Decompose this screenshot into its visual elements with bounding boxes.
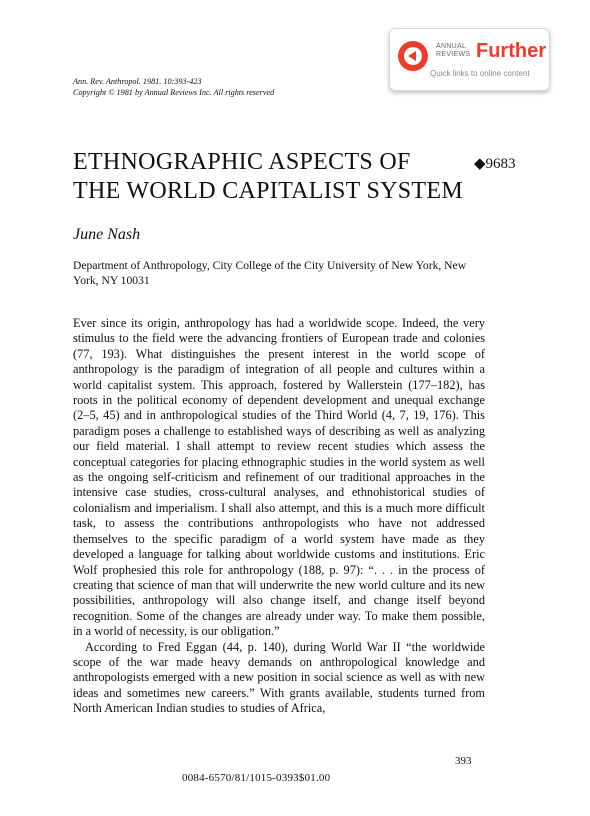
body-paragraph-1: Ever since its origin, anthropology has had a worldwide scope. Indeed, the very stimulus to the field were the advancing frontiers of European trade and colonies (77, 193). What distinguishes the present interest in the world scope of anthropology is the paradigm of integration of all people and cultures within a world capitalist system. This approach, fostered by Wallerstein (177–182), has roots in the political economy of dependent development and unequal exchange (2–5, 45) and in anthropological studies of the Third World (4, 7, 19, 176). This paradigm poses a challenge to established ways of describing as well as analyzing our field material. I shall attempt to review recent studies which assess the conceptual categories for placing ethnographic studies in the world system as well as the ongoing self-criticism and refinement of our traditional approaches in the intensive case studies, cross-cultural analyses, and ethnohistorical studies of colonialism and imperialism. I shall also attempt, and this is a much more difficult task, to assess the contributions anthropologists who have not addressed themselves to the specific paradigm of a world system have made as they developed a language for talking about worldwide customs and institutions. Eric Wolf prophesied this role for anthropology (188, p. 97): “. . . in the process of creating that science of man that will underwrite the new world culture and its new possibilities, anthropology will also change itself, and change itself beyond recognition. Some of the changes are already under way. To make them possible, in a world of necessity, is our obligation.”	[73, 316, 485, 639]
body-paragraph-2: According to Fred Eggan (44, p. 140), during World War II “the worldwide scope of the war made heavy demands on anthropological knowledge and anthropologists emerged with a new position in social science as well as with new ideas and sometimes new careers.” With grants available, students turned from North American Indian studies to studies of Africa,	[73, 639, 485, 716]
article-body	[73, 316, 485, 717]
further-badge[interactable]	[389, 28, 550, 91]
journal-citation	[73, 76, 274, 98]
citation-line: Ann. Rev. Anthropol. 1981. 10:393-423	[73, 77, 202, 86]
title-line-1: ETHNOGRAPHIC ASPECTS OF	[73, 149, 411, 175]
article-title	[73, 148, 463, 206]
badge-further-label: Further	[476, 40, 546, 62]
author-name: June Nash	[73, 226, 141, 243]
price-code: 0084-6570/81/1015-0393$01.00	[182, 772, 331, 784]
author-affiliation: Department of Anthropology, City College of the City University of New York, New York, NY 10031	[73, 259, 467, 287]
copyright-line: Copyright © 1981 by Annual Reviews Inc. All rights reserved	[73, 88, 275, 97]
play-arrow-icon	[398, 41, 428, 71]
page-number: 393	[455, 755, 472, 767]
badge-tagline: Quick links to online content	[430, 69, 530, 78]
title-line-2: THE WORLD CAPITALIST SYSTEM	[73, 178, 463, 204]
badge-publisher-label: ANNUAL REVIEWS	[436, 43, 471, 58]
article-code: ◆9683	[474, 156, 516, 172]
